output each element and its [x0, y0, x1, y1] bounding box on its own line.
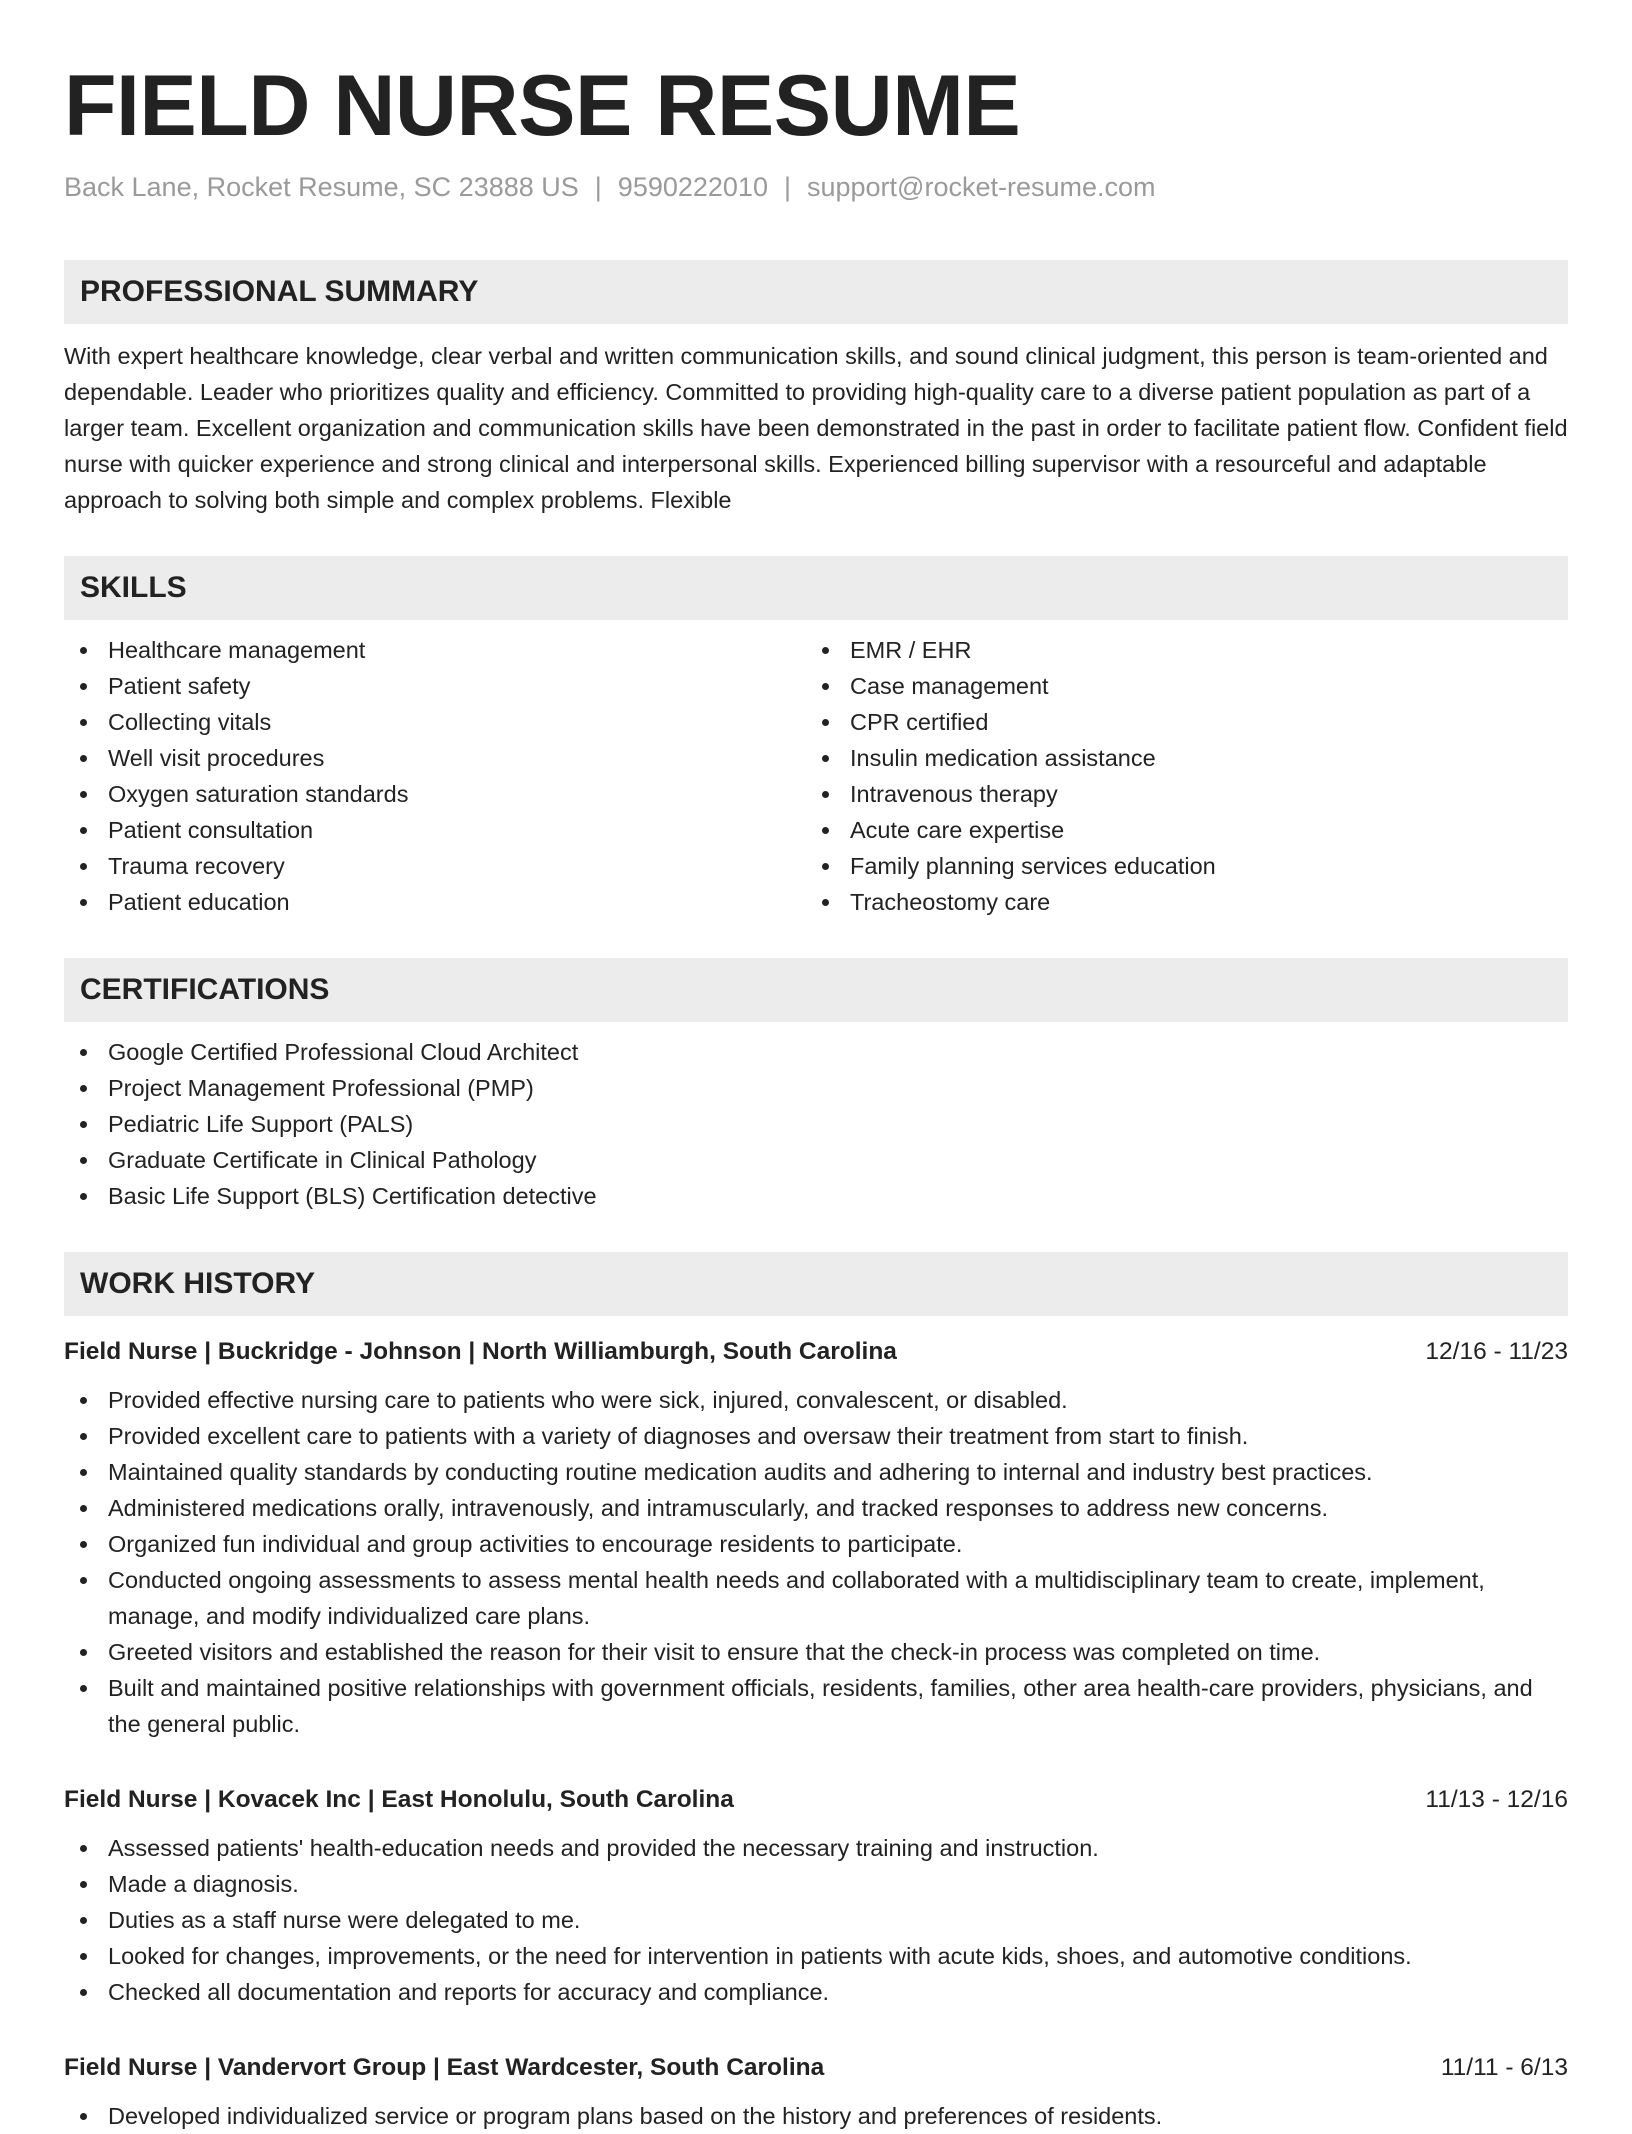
skill-item: Family planning services education	[806, 848, 1548, 884]
job-title: Field Nurse | Buckridge - Johnson | North Williamburgh, South Carolina	[64, 1338, 897, 1365]
skills-grid	[64, 620, 1568, 920]
job-duty-item: Organized fun individual and group activities to encourage residents to participate.	[64, 1526, 1568, 1562]
skill-item: Acute care expertise	[806, 812, 1548, 848]
job-duties-list	[64, 1382, 1568, 1742]
contact-separator: |	[594, 172, 602, 202]
skills-left-list	[64, 632, 806, 920]
skills-right-list	[806, 632, 1548, 920]
certifications-heading: CERTIFICATIONS	[64, 958, 1568, 1022]
job-duty-item: Conducted ongoing assessments to assess mental health needs and collaborated with a multidisciplinary team to create, implement, manage, and modify individualized care plans.	[64, 1562, 1568, 1634]
skill-item: Trauma recovery	[64, 848, 806, 884]
job-duty-item: Maintained quality standards by conducting routine medication audits and adhering to internal and industry best practices.	[64, 1454, 1568, 1490]
job-header	[64, 1334, 1568, 1370]
job-duty-item: Provided excellent care to patients with a variety of diagnoses and oversaw their treatment from start to finish.	[64, 1418, 1568, 1454]
skill-item: Collecting vitals	[64, 704, 806, 740]
certification-item: Project Management Professional (PMP)	[64, 1070, 1568, 1106]
job-duty-item: Developed individualized service or program plans based on the history and preferences of residents.	[64, 2098, 1568, 2134]
job-dates: 11/11 - 6/13	[1440, 2054, 1568, 2081]
job-duty-item: Built and maintained positive relationships with government officials, residents, families, other area health-care providers, physicians, and the general public.	[64, 1670, 1568, 1742]
job-dates: 11/13 - 12/16	[1425, 1786, 1568, 1813]
job-duties-list	[64, 1830, 1568, 2010]
job-duty-item: Duties as a staff nurse were delegated to me.	[64, 1902, 1568, 1938]
skill-item: Case management	[806, 668, 1548, 704]
skills-heading: SKILLS	[64, 556, 1568, 620]
job-title: Field Nurse | Kovacek Inc | East Honolulu, South Carolina	[64, 1786, 734, 1813]
job-dates: 12/16 - 11/23	[1425, 1338, 1568, 1365]
skill-item: Healthcare management	[64, 632, 806, 668]
job-duty-item: Looked for changes, improvements, or the need for intervention in patients with acute kids, shoes, and automotive conditions.	[64, 1938, 1568, 1974]
skill-item: Oxygen saturation standards	[64, 776, 806, 812]
contact-email: support@rocket-resume.com	[806, 172, 1156, 202]
job-duty-item: Checked all documentation and reports for accuracy and compliance.	[64, 1974, 1568, 2010]
skill-item: Patient safety	[64, 668, 806, 704]
contact-line	[64, 170, 1568, 204]
job-title: Field Nurse | Vandervort Group | East Wardcester, South Carolina	[64, 2054, 825, 2081]
resume-page	[64, 0, 1568, 2134]
certification-item: Pediatric Life Support (PALS)	[64, 1106, 1568, 1142]
skill-item: Insulin medication assistance	[806, 740, 1548, 776]
certifications-list	[64, 1034, 1568, 1214]
job-header	[64, 2050, 1568, 2086]
job-header	[64, 1782, 1568, 1818]
job-duty-item: Assessed patients' health-education needs and provided the necessary training and instruction.	[64, 1830, 1568, 1866]
work-history-heading: WORK HISTORY	[64, 1252, 1568, 1316]
certification-item: Graduate Certificate in Clinical Pathology	[64, 1142, 1568, 1178]
skill-item: EMR / EHR	[806, 632, 1548, 668]
skill-item: Patient education	[64, 884, 806, 920]
job-duty-item: Provided effective nursing care to patients who were sick, injured, convalescent, or disabled.	[64, 1382, 1568, 1418]
skill-item: Intravenous therapy	[806, 776, 1548, 812]
certification-item: Google Certified Professional Cloud Architect	[64, 1034, 1568, 1070]
summary-text: With expert healthcare knowledge, clear verbal and written communication skills, and sound clinical judgment, this person is team-oriented and dependable. Leader who prioritizes quality and efficiency. Committed to providing high-quality care to a diverse patient population as part of a larger team. Excellent organization and communication skills have been demonstrated in the past in order to facilitate patient flow. Confident field nurse with quicker experience and strong clinical and interpersonal skills. Experienced billing supervisor with a resourceful and adaptable approach to solving both simple and complex problems. Flexible	[64, 343, 1568, 513]
job-duty-item: Administered medications orally, intravenously, and intramuscularly, and tracked responses to address new concerns.	[64, 1490, 1568, 1526]
resume-title: FIELD NURSE RESUME	[64, 58, 1021, 154]
skill-item: CPR certified	[806, 704, 1548, 740]
job-duties-list	[64, 2098, 1568, 2134]
contact-phone: 9590222010	[617, 172, 768, 202]
contact-separator: |	[783, 172, 791, 202]
job-duty-item: Greeted visitors and established the reason for their visit to ensure that the check-in process was completed on time.	[64, 1634, 1568, 1670]
skill-item: Tracheostomy care	[806, 884, 1548, 920]
skill-item: Patient consultation	[64, 812, 806, 848]
job-duty-item: Made a diagnosis.	[64, 1866, 1568, 1902]
skill-item: Well visit procedures	[64, 740, 806, 776]
certification-item: Basic Life Support (BLS) Certification detective	[64, 1178, 1568, 1214]
summary-heading: PROFESSIONAL SUMMARY	[64, 260, 1568, 324]
contact-address: Back Lane, Rocket Resume, SC 23888 US	[64, 172, 579, 202]
